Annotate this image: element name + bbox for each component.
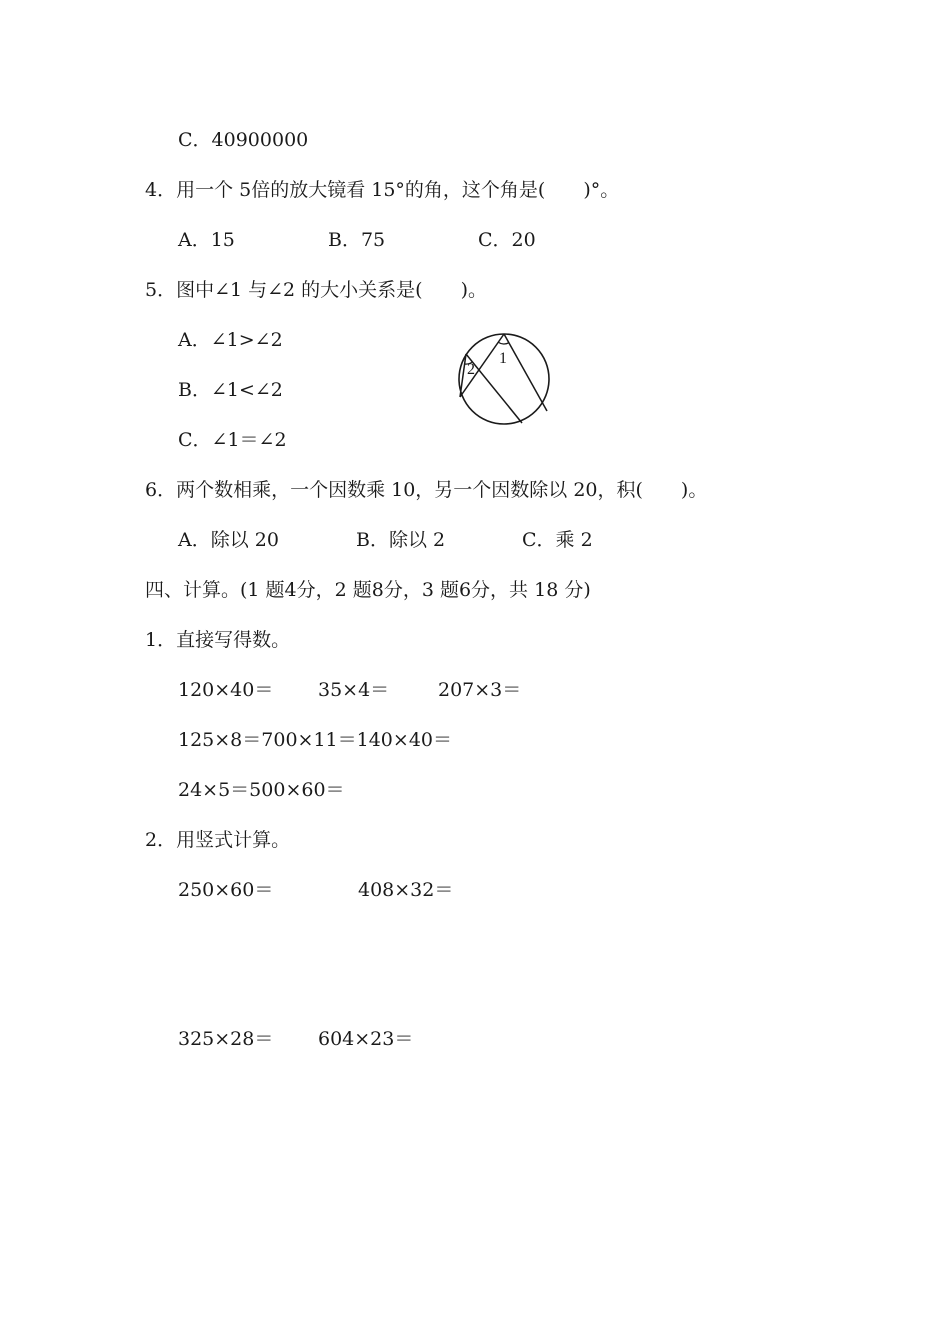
q5-option-c: C．∠1＝∠2 <box>178 429 287 451</box>
q5-option-a: A．∠1>∠2 <box>178 329 283 351</box>
q3-option-c: C．40900000 <box>178 129 309 151</box>
q1-row1-item1: 120×40＝ <box>178 679 274 701</box>
q2-row2-item2: 604×23＝ <box>318 1028 414 1050</box>
angle1-arc <box>498 342 509 344</box>
angle1-ray-b <box>504 334 547 411</box>
q5-angle-figure <box>452 326 556 430</box>
q4-option-b: B．75 <box>328 229 386 251</box>
q6-option-c: C．乘 2 <box>522 529 593 551</box>
q1-row2: 125×8＝700×11＝140×40＝ <box>178 729 452 751</box>
q4-stem: 4．用一个 5倍的放大镜看 15°的角，这个角是( )°。 <box>145 179 620 201</box>
q6-option-b: B．除以 2 <box>356 529 446 551</box>
angle1-label: 1 <box>499 350 507 367</box>
q1-row3: 24×5＝500×60＝ <box>178 779 345 801</box>
section4-q2-stem: 2．用竖式计算。 <box>145 829 291 851</box>
section4-q1-stem: 1．直接写得数。 <box>145 629 291 651</box>
section4-heading: 四、计算。(1 题4分，2 题8分，3 题6分，共 18 分) <box>145 579 591 601</box>
q5-stem: 5．图中∠1 与∠2 的大小关系是( )。 <box>145 279 488 301</box>
q1-row1-item2: 35×4＝ <box>318 679 390 701</box>
q1-row1-item3: 207×3＝ <box>438 679 522 701</box>
q5-option-b: B．∠1<∠2 <box>178 379 283 401</box>
q2-row2-item1: 325×28＝ <box>178 1028 274 1050</box>
angle2-label: 2 <box>467 361 475 378</box>
q6-option-a: A．除以 20 <box>178 529 279 551</box>
q6-stem: 6．两个数相乘，一个因数乘 10，另一个因数除以 20，积( )。 <box>145 479 708 501</box>
q4-option-c: C．20 <box>478 229 536 251</box>
q2-row1-item1: 250×60＝ <box>178 879 274 901</box>
q4-option-a: A．15 <box>178 229 235 251</box>
q2-row1-item2: 408×32＝ <box>358 879 454 901</box>
